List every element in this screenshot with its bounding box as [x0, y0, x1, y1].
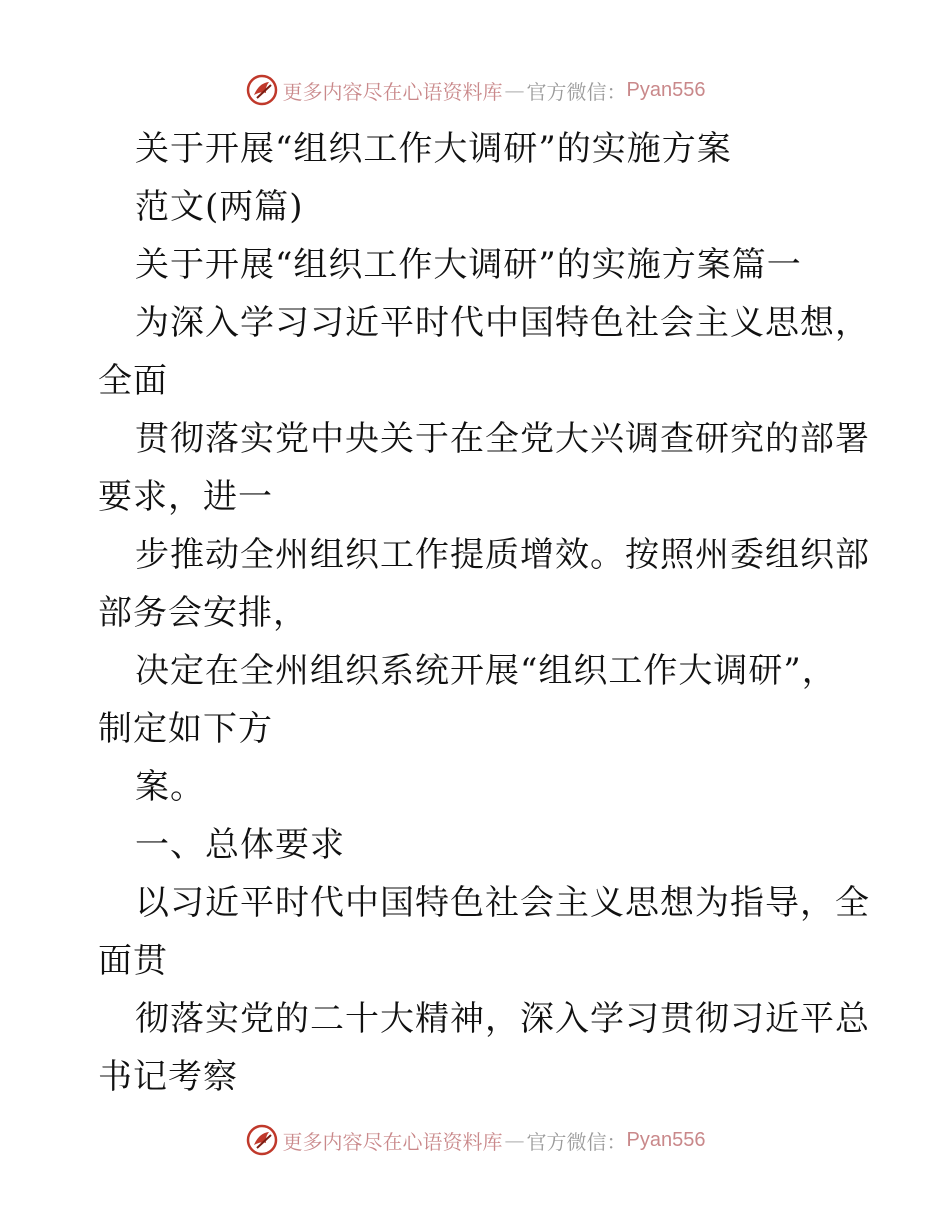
paragraph-line: 面贯	[98, 941, 168, 981]
paragraph-line: 部务会安排，	[98, 593, 308, 633]
paragraph-line: 贯彻落实党中央关于在全党大兴调查研究的部署	[135, 419, 870, 459]
paragraph-line: 为深入学习习近平时代中国特色社会主义思想，	[135, 303, 870, 343]
paragraph-line: 步推动全州组织工作提质增效。按照州委组织部	[135, 535, 870, 575]
paragraph-line: 决定在全州组织系统开展“组织工作大调研”，	[135, 651, 837, 691]
document-title-line-1: 关于开展“组织工作大调研”的实施方案	[135, 129, 732, 169]
paragraph-line: 彻落实党的二十大精神，深入学习贯彻习近平总	[135, 999, 870, 1039]
logo-icon	[245, 73, 279, 107]
section-heading: 关于开展“组织工作大调研”的实施方案篇一	[135, 245, 802, 285]
watermark-text: 更多内容尽在心语资料库	[282, 1129, 503, 1154]
paragraph-line: 以习近平时代中国特色社会主义思想为指导，全	[135, 883, 870, 923]
watermark-separator: —	[504, 1128, 525, 1152]
logo-icon	[245, 1123, 279, 1157]
document-title-line-2: 范文(两篇)	[135, 187, 304, 227]
watermark-wechat-label: 官方微信：	[526, 79, 627, 104]
footer-watermark	[0, 1120, 950, 1160]
paragraph-line: 制定如下方	[98, 709, 273, 749]
paragraph-line: 书记考察	[98, 1057, 238, 1097]
watermark-text: 更多内容尽在心语资料库	[282, 79, 503, 104]
watermark-wechat-id: Pyan556	[626, 1128, 706, 1151]
watermark-separator: —	[504, 78, 525, 102]
paragraph-line: 要求，进一	[98, 477, 273, 517]
paragraph-line: 全面	[98, 361, 168, 401]
watermark-wechat-label: 官方微信：	[526, 1129, 627, 1154]
document-body	[98, 120, 868, 1106]
watermark-wechat-id: Pyan556	[626, 78, 706, 101]
header-watermark	[0, 70, 950, 110]
paragraph-line: 案。	[135, 767, 205, 807]
subsection-heading: 一、总体要求	[135, 825, 345, 865]
